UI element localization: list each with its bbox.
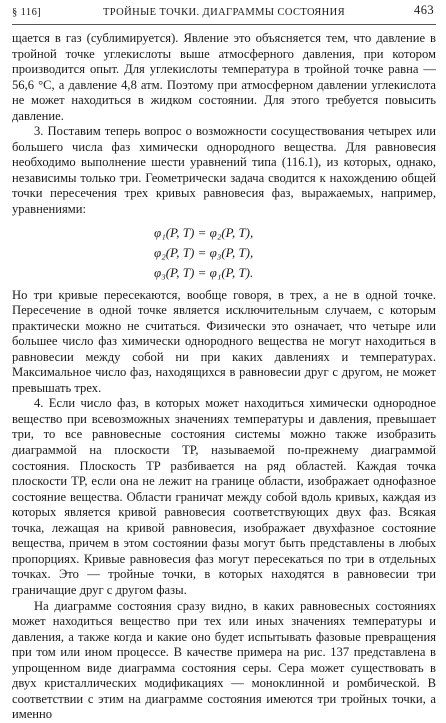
section-reference: § 116]	[12, 7, 42, 18]
equation-2: φ₂(P, T) = φ₃(P, T),	[154, 244, 254, 260]
paragraph-2: 3. Поставим теперь вопрос о возможности сосуществования четырех или большего числа фаз химически однородного вещества. Для равновесия необходимо выполнение шести уравнений типа (116.1), из которых, однако, независимы только три. Геометрически задача сводится к нахождению общей точки пересечения трех кривых равновесия фаз, выражаемых, например, уравнениями:	[12, 124, 436, 217]
equation-1: φ₁(P, T) = φ₂(P, T),	[154, 224, 254, 240]
running-header	[12, 0, 436, 25]
equation-block	[12, 223, 436, 283]
paragraph-5: На диаграмме состояния сразу видно, в каких равновесных состояниях может находиться вещество при тех или иных значениях температуры и давления, а также когда и какие оно будет испытывать фазовые превращения при том или ином процессе. В качестве примера на рис. 137 представлена в упрощенном виде диаграмма состояния серы. Сера может существовать в двух кристаллических модификациях — моноклинной и ромбической. В соответствии с этим на диаграмме состояния имеются три тройных точки, а именно	[12, 598, 436, 722]
page-body	[12, 25, 436, 723]
paragraph-4: 4. Если число фаз, в которых может находиться химически однородное вещество при всевозможных значениях температуры и давления, превышает три, то все равновесные состояния системы можно также изобразить диаграммой на плоскости TP, называемой по-прежнему диаграммой состояния. Плоскость TP разбивается на ряд областей. Каждая точка плоскости TP, если она не лежит на границе области, изображает однофазное состояние вещества. Области граничат между собой вдоль кривых, каждая из которых является кривой равновесия соответствующих двух фаз. Всякая точка, лежащая на кривой равновесия, изображает двухфазное состояние вещества, причем в этом состоянии фазы могут быть представлены в любых пропорциях. Кривые равновесия фаз могут пересекаться по три в отдельных точках. Это — тройные точки, в которых находятся в равновесии три граничащие друг с другом фазы.	[12, 396, 436, 597]
paragraph-3: Но три кривые пересекаются, вообще говоря, в трех, а не в одной точке. Пересечение в одной точке является исключительным случаем, с которым практически можно не считаться. Физически это означает, что четыре или большее число фаз химически однородного вещества не могут находиться в равновесии между собой ни при каких давлениях и температурах. Максимальное число фаз, находящихся в равновесии друг с другом, не может превышать трех.	[12, 287, 436, 395]
equation-3: φ₃(P, T) = φ₁(P, T).	[154, 264, 254, 280]
paragraph-1: щается в газ (сублимируется). Явление это объясняется тем, что давление в тройной точке углекислоты выше атмосферного давления, при котором производится опыт. Для углекислоты температура в тройной точке равна —56,6 °С, а давление 4,8 атм. Поэтому при атмосферном давлении углекислота не может находиться в жидком состоянии. Для этого требуется повысить давление.	[12, 31, 436, 123]
page-number: 463	[414, 3, 434, 17]
running-title: ТРОЙНЫЕ ТОЧКИ. ДИАГРАММЫ СОСТОЯНИЯ	[102, 7, 346, 18]
